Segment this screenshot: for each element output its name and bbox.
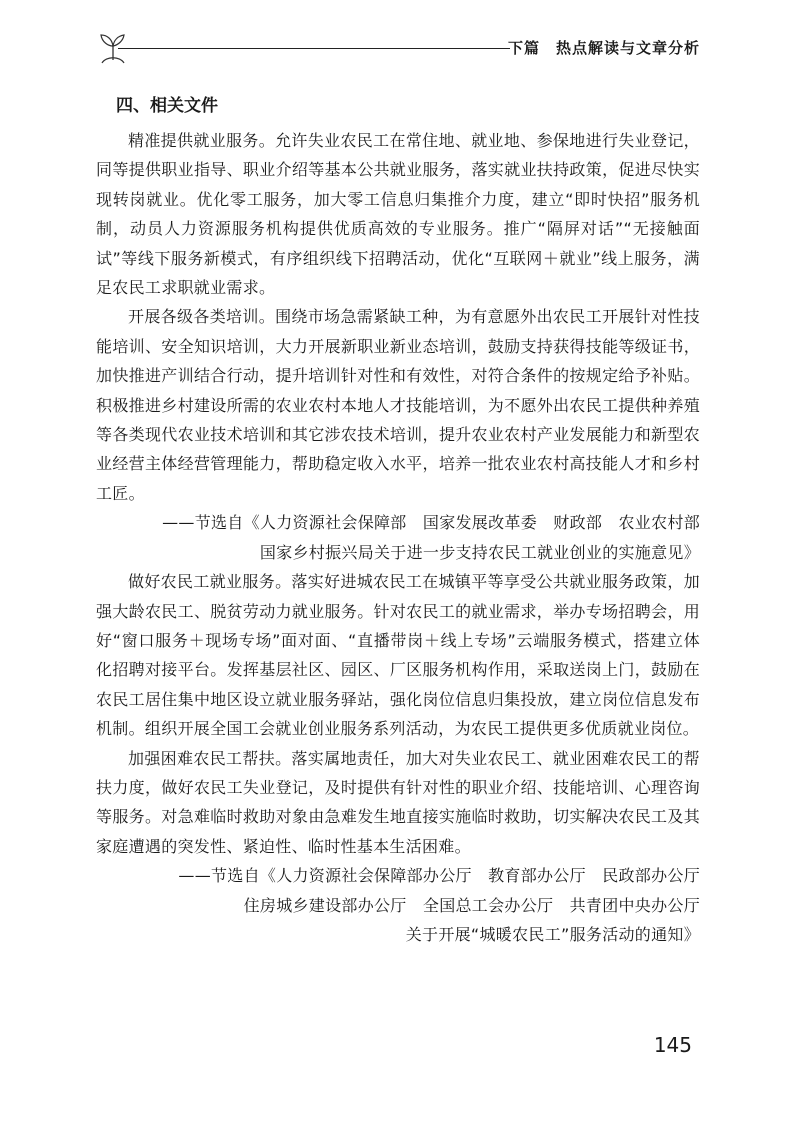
page-body	[96, 92, 700, 949]
paragraph: 精准提供就业服务。允许失业农民工在常住地、就业地、参保地进行失业登记，同等提供职业指导、职业介绍等基本公共就业服务，落实就业扶持政策，促进尽快实现转岗就业。优化零工服务，加大零工信息归集推介力度，建立“即时快招”服务机制，动员人力资源服务机构提供优质高效的专业服务。推广“隔屏对话”“无接触面试”等线下服务新模式，有序组织线下招聘活动，优化“互联网＋就业”线上服务，满足农民工求职就业需求。	[96, 131, 700, 298]
paragraph: 开展各级各类培训。围绕市场急需紧缺工种，为有意愿外出农民工开展针对性技能培训、安全知识培训，大力开展新职业新业态培训，鼓励支持获得技能等级证书，加快推进产训结合行动，提升培训针对性和有效性，对符合条件的按规定给予补贴。积极推进乡村建设所需的农业农村本地人才技能培训，为不愿外出农民工提供种养殖等各类现代农业技术培训和其它涉农技术培训，提升农业农村产业发展能力和新型农业经营主体经营管理能力，帮助稳定收入水平，培养一批农业农村高技能人才和乡村工匠。	[96, 307, 700, 503]
source-citation-line: 关于开展“城暖农民工”服务活动的通知》	[405, 924, 700, 944]
paragraph: 加强困难农民工帮扶。落实属地责任，加大对失业农民工、就业困难农民工的帮扶力度，做好农民工失业登记，及时提供有针对性的职业介绍、技能培训、心理咨询等服务。对急难临时救助对象由急难发生地直接实施临时救助，切实解决农民工及其家庭遭遇的突发性、紧迫性、临时性基本生活困难。	[96, 748, 700, 856]
header-title: 下篇 热点解读与文章分析	[507, 39, 700, 57]
page-number: 145	[653, 1033, 692, 1057]
section-heading: 四、相关文件	[116, 96, 218, 116]
source-citation-line: 住房城乡建设部办公厅 全国总工会办公厅 共青团中央办公厅	[243, 895, 700, 915]
sprout-icon	[96, 30, 130, 64]
paragraph: 做好农民工就业服务。落实好进城农民工在城镇平等享受公共就业服务政策，加强大龄农民工、脱贫劳动力就业服务。针对农民工的就业需求，举办专场招聘会，用好“窗口服务＋现场专场”面对面、“直播带岗＋线上专场”云端服务模式，搭建立体化招聘对接平台。发挥基层社区、园区、厂区服务机构作用，采取送岗上门，鼓励在农民工居住集中地区设立就业服务驿站，强化岗位信息归集投放，建立岗位信息发布机制。组织开展全国工会就业创业服务系列活动，为农民工提供更多优质就业岗位。	[96, 572, 700, 739]
source-citation-line: 国家乡村振兴局关于进一步支持农民工就业创业的实施意见》	[259, 542, 700, 562]
header-rule	[118, 48, 510, 49]
source-citation-line: ——节选自《人力资源社会保障部办公厅 教育部办公厅 民政部办公厅	[178, 866, 700, 886]
source-citation-line: ——节选自《人力资源社会保障部 国家发展改革委 财政部 农业农村部	[162, 513, 700, 533]
